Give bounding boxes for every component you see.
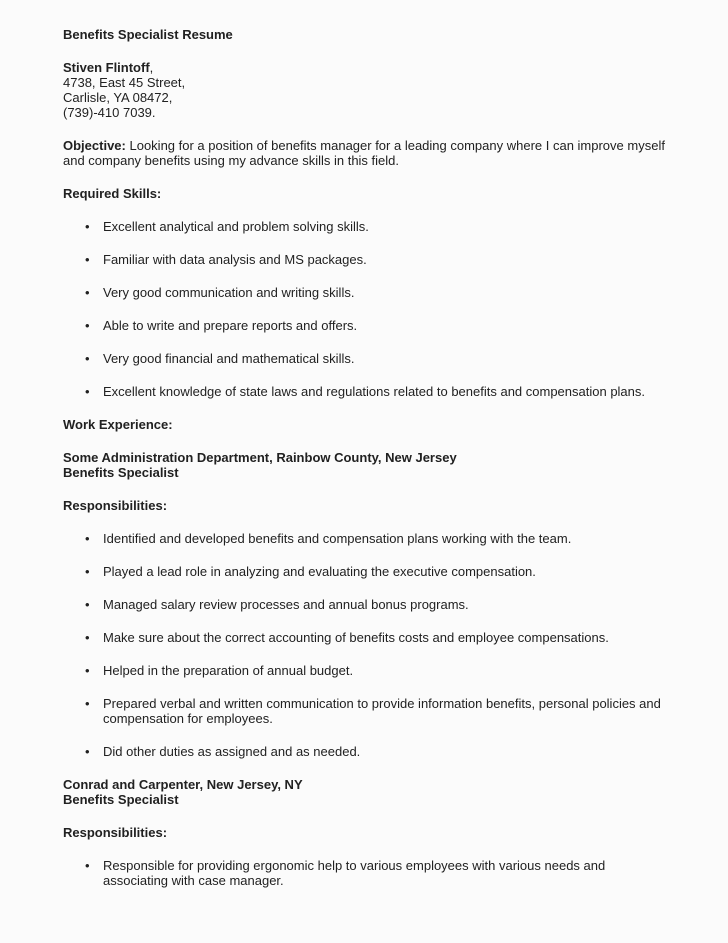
responsibility-item: • Identified and developed benefits and compensation plans working with the team. xyxy=(103,531,670,546)
responsibility-item: • Played a lead role in analyzing and evaluating the executive compensation. xyxy=(103,564,670,579)
contact-name-suffix: , xyxy=(149,60,154,75)
objective-label: Objective: xyxy=(63,138,126,153)
responsibility-item: • Responsible for providing ergonomic help to various employees with various needs and associating with case manager. xyxy=(103,858,670,888)
objective-paragraph xyxy=(63,138,670,168)
skill-item: • Excellent analytical and problem solving skills. xyxy=(103,219,670,234)
job-employer: Conrad and Carpenter, New Jersey, NY xyxy=(63,777,303,792)
page-title: Benefits Specialist Resume xyxy=(63,27,233,42)
required-skills-list xyxy=(63,219,670,399)
skill-item: • Familiar with data analysis and MS packages. xyxy=(103,252,670,267)
work-experience-heading: Work Experience: xyxy=(63,417,173,432)
responsibility-item: • Helped in the preparation of annual budget. xyxy=(103,663,670,678)
skill-item: • Excellent knowledge of state laws and regulations related to benefits and compensation plans. xyxy=(103,384,670,399)
job-header xyxy=(63,777,670,807)
contact-phone: (739)-410 7039. xyxy=(63,105,156,120)
responsibilities-heading: Responsibilities: xyxy=(63,825,168,840)
contact-name-line xyxy=(63,60,670,75)
contact-name: Stiven Flintoff xyxy=(63,60,150,75)
objective-text: Looking for a position of benefits manager for a leading company where I can improve myself and company benefits using my advance skills in this field. xyxy=(63,138,665,168)
job-header xyxy=(63,450,670,480)
skill-item: • Very good financial and mathematical skills. xyxy=(103,351,670,366)
responsibilities-list xyxy=(63,858,670,888)
contact-address-1: 4738, East 45 Street, xyxy=(63,75,186,90)
job-title: Benefits Specialist xyxy=(63,465,179,480)
job-title: Benefits Specialist xyxy=(63,792,179,807)
responsibility-item: • Did other duties as assigned and as needed. xyxy=(103,744,670,759)
responsibilities-list xyxy=(63,531,670,759)
responsibility-item: • Make sure about the correct accounting of benefits costs and employee compensations. xyxy=(103,630,670,645)
responsibility-item: • Prepared verbal and written communication to provide information benefits, personal policies and compensation for employees. xyxy=(103,696,670,726)
skill-item: • Able to write and prepare reports and offers. xyxy=(103,318,670,333)
responsibility-item: • Managed salary review processes and annual bonus programs. xyxy=(103,597,670,612)
skill-item: • Very good communication and writing skills. xyxy=(103,285,670,300)
contact-block xyxy=(63,60,670,120)
responsibilities-heading: Responsibilities: xyxy=(63,498,168,513)
contact-address-2: Carlisle, YA 08472, xyxy=(63,90,173,105)
required-skills-heading: Required Skills: xyxy=(63,186,162,201)
job-employer: Some Administration Department, Rainbow County, New Jersey xyxy=(63,450,457,465)
